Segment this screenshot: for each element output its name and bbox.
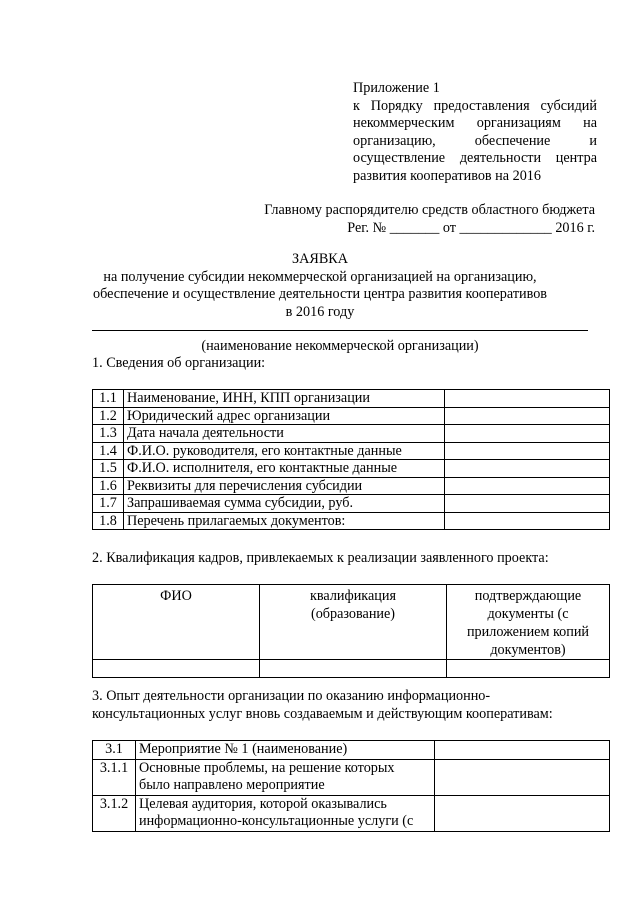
appendix-line: осуществление деятельности центра bbox=[353, 150, 597, 166]
recipient-line: Главному распорядителю средств областного бюджета bbox=[264, 202, 595, 218]
row-value-cell bbox=[445, 407, 610, 425]
table-row bbox=[93, 795, 610, 831]
row-number: 3.1.2 bbox=[93, 795, 136, 831]
table-row bbox=[93, 390, 610, 408]
table-row bbox=[93, 512, 610, 530]
table-header-row bbox=[93, 585, 610, 660]
row-label: Реквизиты для перечисления субсидии bbox=[124, 477, 445, 495]
row-label: Перечень прилагаемых документов: bbox=[124, 512, 445, 530]
row-label: Ф.И.О. исполнителя, его контактные данные bbox=[124, 460, 445, 478]
organization-name-caption: (наименование некоммерческой организации) bbox=[201, 338, 479, 354]
row-number: 1.6 bbox=[93, 477, 124, 495]
row-value-cell bbox=[445, 390, 610, 408]
section1-heading: 1. Сведения об организации: bbox=[92, 355, 266, 371]
table-row bbox=[93, 660, 610, 678]
row-value-cell bbox=[435, 741, 610, 760]
row-label: Запрашиваемая сумма субсидии, руб. bbox=[124, 495, 445, 513]
recipient-block bbox=[264, 202, 595, 237]
empty-cell bbox=[260, 660, 447, 678]
title-line: обеспечение и осуществление деятельности центра развития кооперативов bbox=[92, 286, 548, 302]
row-value-cell bbox=[445, 512, 610, 530]
row-label: Дата начала деятельности bbox=[124, 425, 445, 443]
row-value-cell bbox=[445, 460, 610, 478]
section3-heading: 3. Опыт деятельности организации по оказанию информационно- консультационных услуг вновь создаваемым и действующим кооперативам: bbox=[92, 688, 553, 722]
table-row bbox=[93, 425, 610, 443]
staff-qualification-table bbox=[92, 584, 610, 678]
row-number: 3.1 bbox=[93, 741, 136, 760]
table-row bbox=[93, 442, 610, 460]
appendix-line: некоммерческим организациям на bbox=[353, 115, 597, 131]
section2-heading: 2. Квалификация кадров, привлекаемых к реализации заявленного проекта: bbox=[92, 550, 549, 566]
row-value-cell bbox=[435, 759, 610, 795]
row-label: Наименование, ИНН, КПП организации bbox=[124, 390, 445, 408]
row-label: Мероприятие № 1 (наименование) bbox=[136, 741, 435, 760]
row-number: 1.1 bbox=[93, 390, 124, 408]
row-label: Основные проблемы, на решение которых было направлено мероприятие bbox=[136, 759, 435, 795]
appendix-block bbox=[353, 80, 597, 185]
column-header-fio: ФИО bbox=[93, 585, 260, 660]
row-number: 1.5 bbox=[93, 460, 124, 478]
empty-cell bbox=[93, 660, 260, 678]
row-label: Целевая аудитория, которой оказывались информационно-консультационные услуги (с bbox=[136, 795, 435, 831]
appendix-line: организацию, обеспечение и bbox=[353, 132, 597, 149]
empty-cell bbox=[447, 660, 610, 678]
table-row bbox=[93, 741, 610, 760]
row-label: Юридический адрес организации bbox=[124, 407, 445, 425]
document-heading: ЗАЯВКА bbox=[292, 251, 348, 267]
row-label: Ф.И.О. руководителя, его контактные данные bbox=[124, 442, 445, 460]
row-value-cell bbox=[435, 795, 610, 831]
organization-name-line bbox=[92, 330, 588, 331]
appendix-title: Приложение 1 bbox=[353, 80, 440, 96]
table-row bbox=[93, 495, 610, 513]
row-number: 1.7 bbox=[93, 495, 124, 513]
title-line: в 2016 году bbox=[285, 303, 355, 320]
appendix-line: развития кооперативов на 2016 bbox=[353, 167, 541, 184]
column-header-qualification: квалификация (образование) bbox=[260, 585, 447, 660]
table-row bbox=[93, 460, 610, 478]
row-number: 1.4 bbox=[93, 442, 124, 460]
experience-table bbox=[92, 740, 610, 832]
table-row bbox=[93, 407, 610, 425]
row-number: 1.8 bbox=[93, 512, 124, 530]
row-number: 3.1.1 bbox=[93, 759, 136, 795]
row-value-cell bbox=[445, 477, 610, 495]
table-row bbox=[93, 759, 610, 795]
table-row bbox=[93, 477, 610, 495]
column-header-documents: подтверждающие документы (с приложением копий документов) bbox=[447, 585, 610, 660]
organization-info-table bbox=[92, 389, 610, 530]
row-number: 1.3 bbox=[93, 425, 124, 443]
title-line: на получение субсидии некоммерческой организацией на организацию, bbox=[103, 268, 537, 285]
row-value-cell bbox=[445, 495, 610, 513]
row-number: 1.2 bbox=[93, 407, 124, 425]
row-value-cell bbox=[445, 425, 610, 443]
registration-line: Рег. № _______ от _____________ 2016 г. bbox=[347, 219, 595, 236]
row-value-cell bbox=[445, 442, 610, 460]
appendix-line: к Порядку предоставления субсидий bbox=[353, 97, 597, 114]
document-title-block bbox=[60, 251, 580, 321]
